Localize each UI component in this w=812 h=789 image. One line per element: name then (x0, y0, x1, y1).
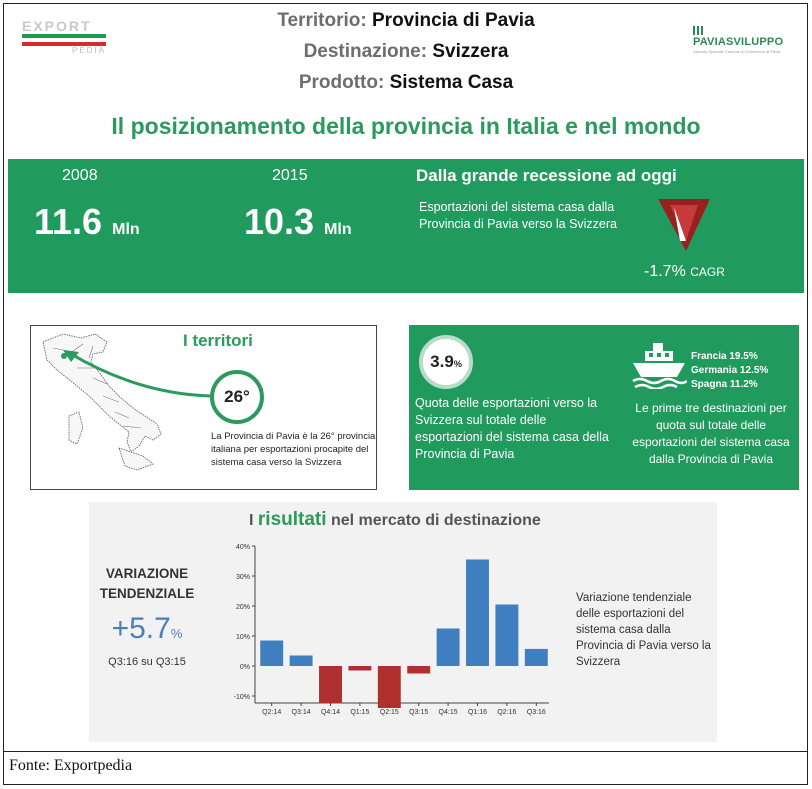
risultati-panel (89, 502, 717, 742)
logo-subtext: PEDIA (71, 46, 106, 55)
quota-badge: 3.9% (419, 335, 473, 389)
variazione-period: Q3:16 su Q3:15 (108, 656, 186, 668)
y-tick-label: 30% (235, 574, 250, 581)
bar-q2-15 (378, 666, 401, 708)
quota-panel (409, 325, 799, 490)
y-tick-label: 40% (235, 544, 250, 551)
recession-title: Dalla grande recessione ad oggi (416, 166, 677, 185)
kpi-band (8, 159, 804, 293)
bar-q2-14 (260, 641, 283, 667)
x-tick-label: Q3:16 (526, 709, 546, 716)
recession-desc: Esportazioni del sistema casa dalla Provincia di Pavia verso la Svizzera (419, 200, 617, 231)
bar-q1-15 (348, 666, 371, 671)
ship-icon (631, 341, 687, 389)
main-title: Il posizionamento della provincia in Italia e nel mondo (111, 113, 701, 139)
header-destinazione: Destinazione: Svizzera (303, 41, 509, 62)
kpi-value-2008: 11.6 Mln (34, 201, 140, 242)
bar-chart (219, 536, 559, 736)
x-tick-label: Q1:16 (467, 709, 488, 716)
rank-badge: 26° (210, 370, 264, 424)
variazione-value: +5.7% (111, 612, 183, 645)
header-prodotto: Prodotto: Sistema Casa (298, 72, 514, 93)
x-tick-label: Q3:15 (409, 709, 429, 716)
y-tick-label: 20% (235, 604, 250, 611)
variazione-label: VARIAZIONE TENDENZIALE (99, 566, 195, 601)
bar-q4-15 (437, 629, 460, 667)
cagr-value: -1.7% CAGR (644, 263, 725, 280)
bar-q2-16 (495, 605, 518, 667)
logo-text: EXPORT (22, 18, 92, 34)
header-territorio: Territorio: Provincia di Pavia (277, 10, 535, 31)
x-tick-label: Q3:14 (291, 709, 311, 716)
down-arrow-icon (656, 197, 712, 253)
pointer-arrow-icon (59, 344, 219, 404)
y-tick-label: 10% (235, 634, 250, 641)
bar-q3-14 (290, 656, 313, 667)
risultati-title: I risultati nel mercato di destinazione (249, 509, 541, 530)
quota-desc: Quota delle esportazioni verso la Svizzera sul totale delle esportazioni del sistema casa della Provincia di Pavia (415, 396, 609, 461)
territori-desc: La Provincia di Pavia è la 26° provincia italiana per esportazioni procapite del sistema casa verso la Svizzera (211, 431, 376, 468)
kpi-year-2008: 2008 (62, 167, 98, 184)
source-note: Fonte: Exportpedia (9, 757, 133, 774)
x-tick-label: Q2:16 (497, 709, 517, 716)
x-tick-label: Q4:14 (320, 709, 341, 716)
y-tick-label: -10% (233, 694, 250, 701)
footer-separator (4, 751, 807, 752)
bar-q1-16 (466, 560, 489, 667)
x-tick-label: Q1:15 (350, 709, 370, 716)
territori-title: I territori (183, 331, 253, 350)
x-tick-label: Q2:15 (379, 709, 399, 716)
bar-q3-15 (407, 666, 430, 674)
chart-desc: Variazione tendenziale delle esportazioni del sistema casa dalla Provincia di Pavia verso la Svizzera (576, 592, 711, 668)
y-tick-label: 0% (239, 664, 250, 671)
x-tick-label: Q2:14 (262, 709, 282, 716)
bar-q4-14 (319, 666, 342, 704)
destinations-desc: Le prime tre destinazioni per quota sul totale delle esportazioni del sistema casa dalla Provincia di Pavia (632, 401, 790, 466)
top-destinations: Francia 19.5% Germania 12.5% Spagna 11.2% (691, 351, 769, 390)
paviasviluppo-logo: PAVIASVILUPPO Azienda Speciale Camera di Commercio di Pavia (693, 24, 793, 54)
bar-q3-16 (525, 649, 548, 666)
kpi-year-2015: 2015 (272, 167, 308, 184)
kpi-value-2015: 10.3 Mln (244, 201, 352, 242)
x-tick-label: Q4:15 (438, 709, 458, 716)
territori-panel (30, 325, 377, 490)
